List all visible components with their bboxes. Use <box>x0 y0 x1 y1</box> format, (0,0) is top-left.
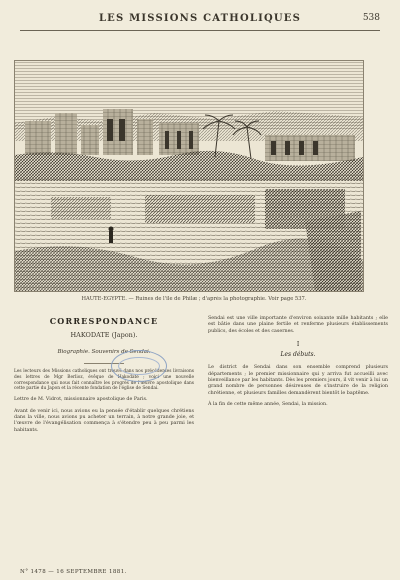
library-stamp-inner <box>118 357 160 375</box>
opening-paragraph: Sendai est une ville importante d'environ soixante mille habitants ; elle est bâtie dans une plaine fertile et renferme plusieurs établissements publics, des écoles et des casernes. <box>208 316 388 334</box>
closing-paragraph: À la fin de cette même année, Sendai, la mission. <box>208 402 328 408</box>
section-number: I <box>296 341 300 349</box>
intro-paragraph: Les lecteurs des Missions catholiques ont trouvé dans nos précédentes livraisons des lettres de Mgr Berlioz, évêque de Hakodate ; voici une nouvelle correspondance qui nous fait connaître les progrès de l'œuvre apostolique dans cette partie du Japon et la récente fondation de l'église de Sendai. <box>14 369 194 392</box>
right-column <box>208 316 388 566</box>
section-title: Les débuts. <box>280 351 316 359</box>
page-number: 538 <box>362 13 380 23</box>
article-subtitle: Biographie. Souvenirs de Sendai. <box>57 349 151 355</box>
section-heading: CORRESPONDANCE <box>49 316 159 326</box>
temple-ruins-engraving <box>15 61 363 291</box>
journal-title: LES MISSIONS CATHOLIQUES <box>98 13 302 24</box>
left-column <box>14 316 194 566</box>
issue-footer: N° 1478 — 16 SEPTEMBRE 1881. <box>20 569 127 575</box>
body-paragraph: Le district de Sendai dans son ensemble comprend plusieurs départements ; le premier missionnaire qui y arriva fut accueilli avec bienveillance par les habitants. Dès les premiers jours, il vit venir à lui un grand nombre de personnes désireuses de s'instruire de la religion chrétienne, et plusieurs familles demandèrent bientôt le baptême. <box>208 365 388 396</box>
letter-attribution: Lettre de M. Vidrot, missionnaire apostolique de Paris. <box>14 397 148 403</box>
engraving-illustration <box>14 60 364 292</box>
dateline-place: HAKODATE (Japon). <box>70 331 138 339</box>
library-stamp <box>111 350 167 382</box>
running-head <box>20 10 380 31</box>
body-paragraph: Avant de venir ici, nous avions eu la pensée d'établir quelques chrétiens dans la ville, nous avions pu acheter un terrain, à notre grande joie, et l'œuvre de l'évangélisation commença à s'étendre peu à peu parmi les habitants. <box>14 408 194 433</box>
figure-caption: HAUTE-ÉGYPTE. — Ruines de l'île de Philæ ; d'après la photographie. Voir page 537. <box>81 296 307 302</box>
